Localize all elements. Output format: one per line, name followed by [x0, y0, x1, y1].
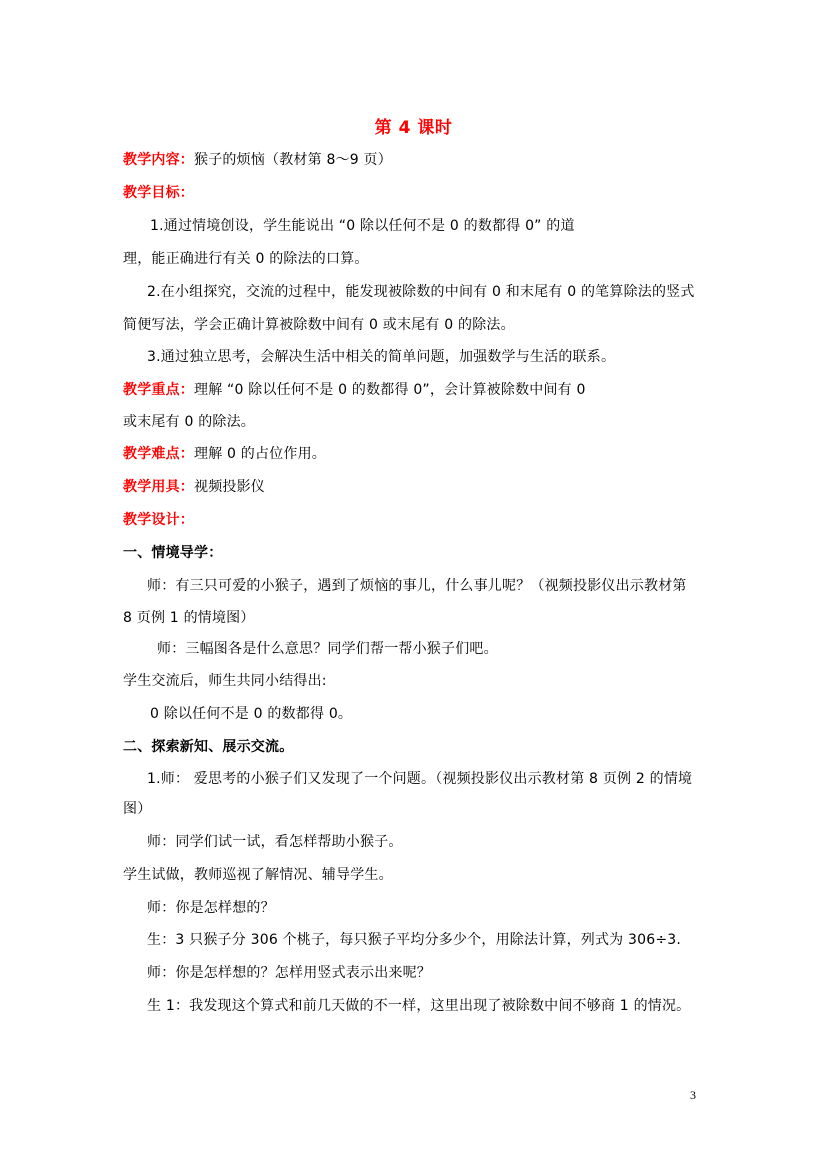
- s2-p2: 师：同学们试一试，看怎样帮助小猴子。: [147, 834, 403, 850]
- content-text: 猴子的烦恼（教材第 8～9 页）: [194, 152, 392, 168]
- s1-p1-line-a: 师：有三只可爱的小猴子，遇到了烦恼的事儿，什么事儿呢？（视频投影仪出示教材第: [147, 578, 687, 594]
- s2-p4: 师：你是怎样想的？: [147, 900, 275, 916]
- s2-p7: 生 1：我发现这个算式和前几天做的不一样，这里出现了被除数中间不够商 1 的情况。: [147, 998, 691, 1014]
- s1-p2: 师：三幅图各是什么意思？同学们帮一帮小猴子们吧。: [157, 641, 498, 657]
- goal1-line-a: 1.通过情境创设，学生能说出 “0 除以任何不是 0 的数都得 0” 的道: [150, 218, 575, 234]
- key-text: 理解 “0 除以任何不是 0 的数都得 0”，会计算被除数中间有 0: [194, 382, 586, 398]
- lesson-title: 第 4 课时: [374, 118, 453, 138]
- section2-heading: 二、探索新知、展示交流。: [123, 739, 294, 755]
- key-line-a: [123, 381, 586, 399]
- design-line: [123, 511, 194, 529]
- goals-line: [123, 184, 194, 202]
- goals-label: 教学目标：: [123, 185, 194, 201]
- goal2-line-b: 简便写法，学会正确计算被除数中间有 0 或末尾有 0 的除法。: [123, 317, 515, 333]
- tools-text: 视频投影仪: [194, 479, 265, 495]
- s2-p5: 生：3 只猴子分 306 个桃子，每只猴子平均分多少个，用除法计算，列式为 306÷3.: [147, 932, 682, 948]
- difficulty-line: [123, 445, 326, 463]
- s1-p4: 0 除以任何不是 0 的数都得 0。: [150, 706, 353, 722]
- difficulty-text: 理解 0 的占位作用。: [194, 446, 327, 462]
- s1-p1-line-b: 8 页例 1 的情境图）: [123, 610, 255, 626]
- s2-p1-line-a: 1.师： 爱思考的小猴子们又发现了一个问题。（视频投影仪出示教材第 8 页例 2 的情境: [147, 771, 693, 787]
- content-line: [123, 151, 392, 169]
- content-label: 教学内容：: [123, 152, 194, 168]
- goal1-line-b: 理，能正确进行有关 0 的除法的口算。: [123, 251, 369, 267]
- key-line-b: 或末尾有 0 的除法。: [123, 414, 256, 430]
- key-label: 教学重点：: [123, 382, 194, 398]
- s2-p1-line-b: 图）: [123, 801, 152, 817]
- tools-line: [123, 478, 265, 496]
- goal2-line-a: 2.在小组探究，交流的过程中，能发现被除数的中间有 0 和末尾有 0 的笔算除法的竖式: [147, 284, 695, 300]
- goal3-line: 3.通过独立思考，会解决生活中相关的简单问题，加强数学与生活的联系。: [147, 349, 616, 365]
- page-number: 3: [690, 1088, 696, 1102]
- difficulty-label: 教学难点：: [123, 446, 194, 462]
- tools-label: 教学用具：: [123, 479, 194, 495]
- s2-p3: 学生试做，教师巡视了解情况、辅导学生。: [123, 867, 393, 883]
- s1-p3: 学生交流后，师生共同小结得出:: [123, 673, 327, 689]
- design-label: 教学设计：: [123, 512, 194, 528]
- section1-heading: 一、情境导学：: [123, 545, 223, 561]
- s2-p6: 师：你是怎样想的？怎样用竖式表示出来呢？: [147, 965, 431, 981]
